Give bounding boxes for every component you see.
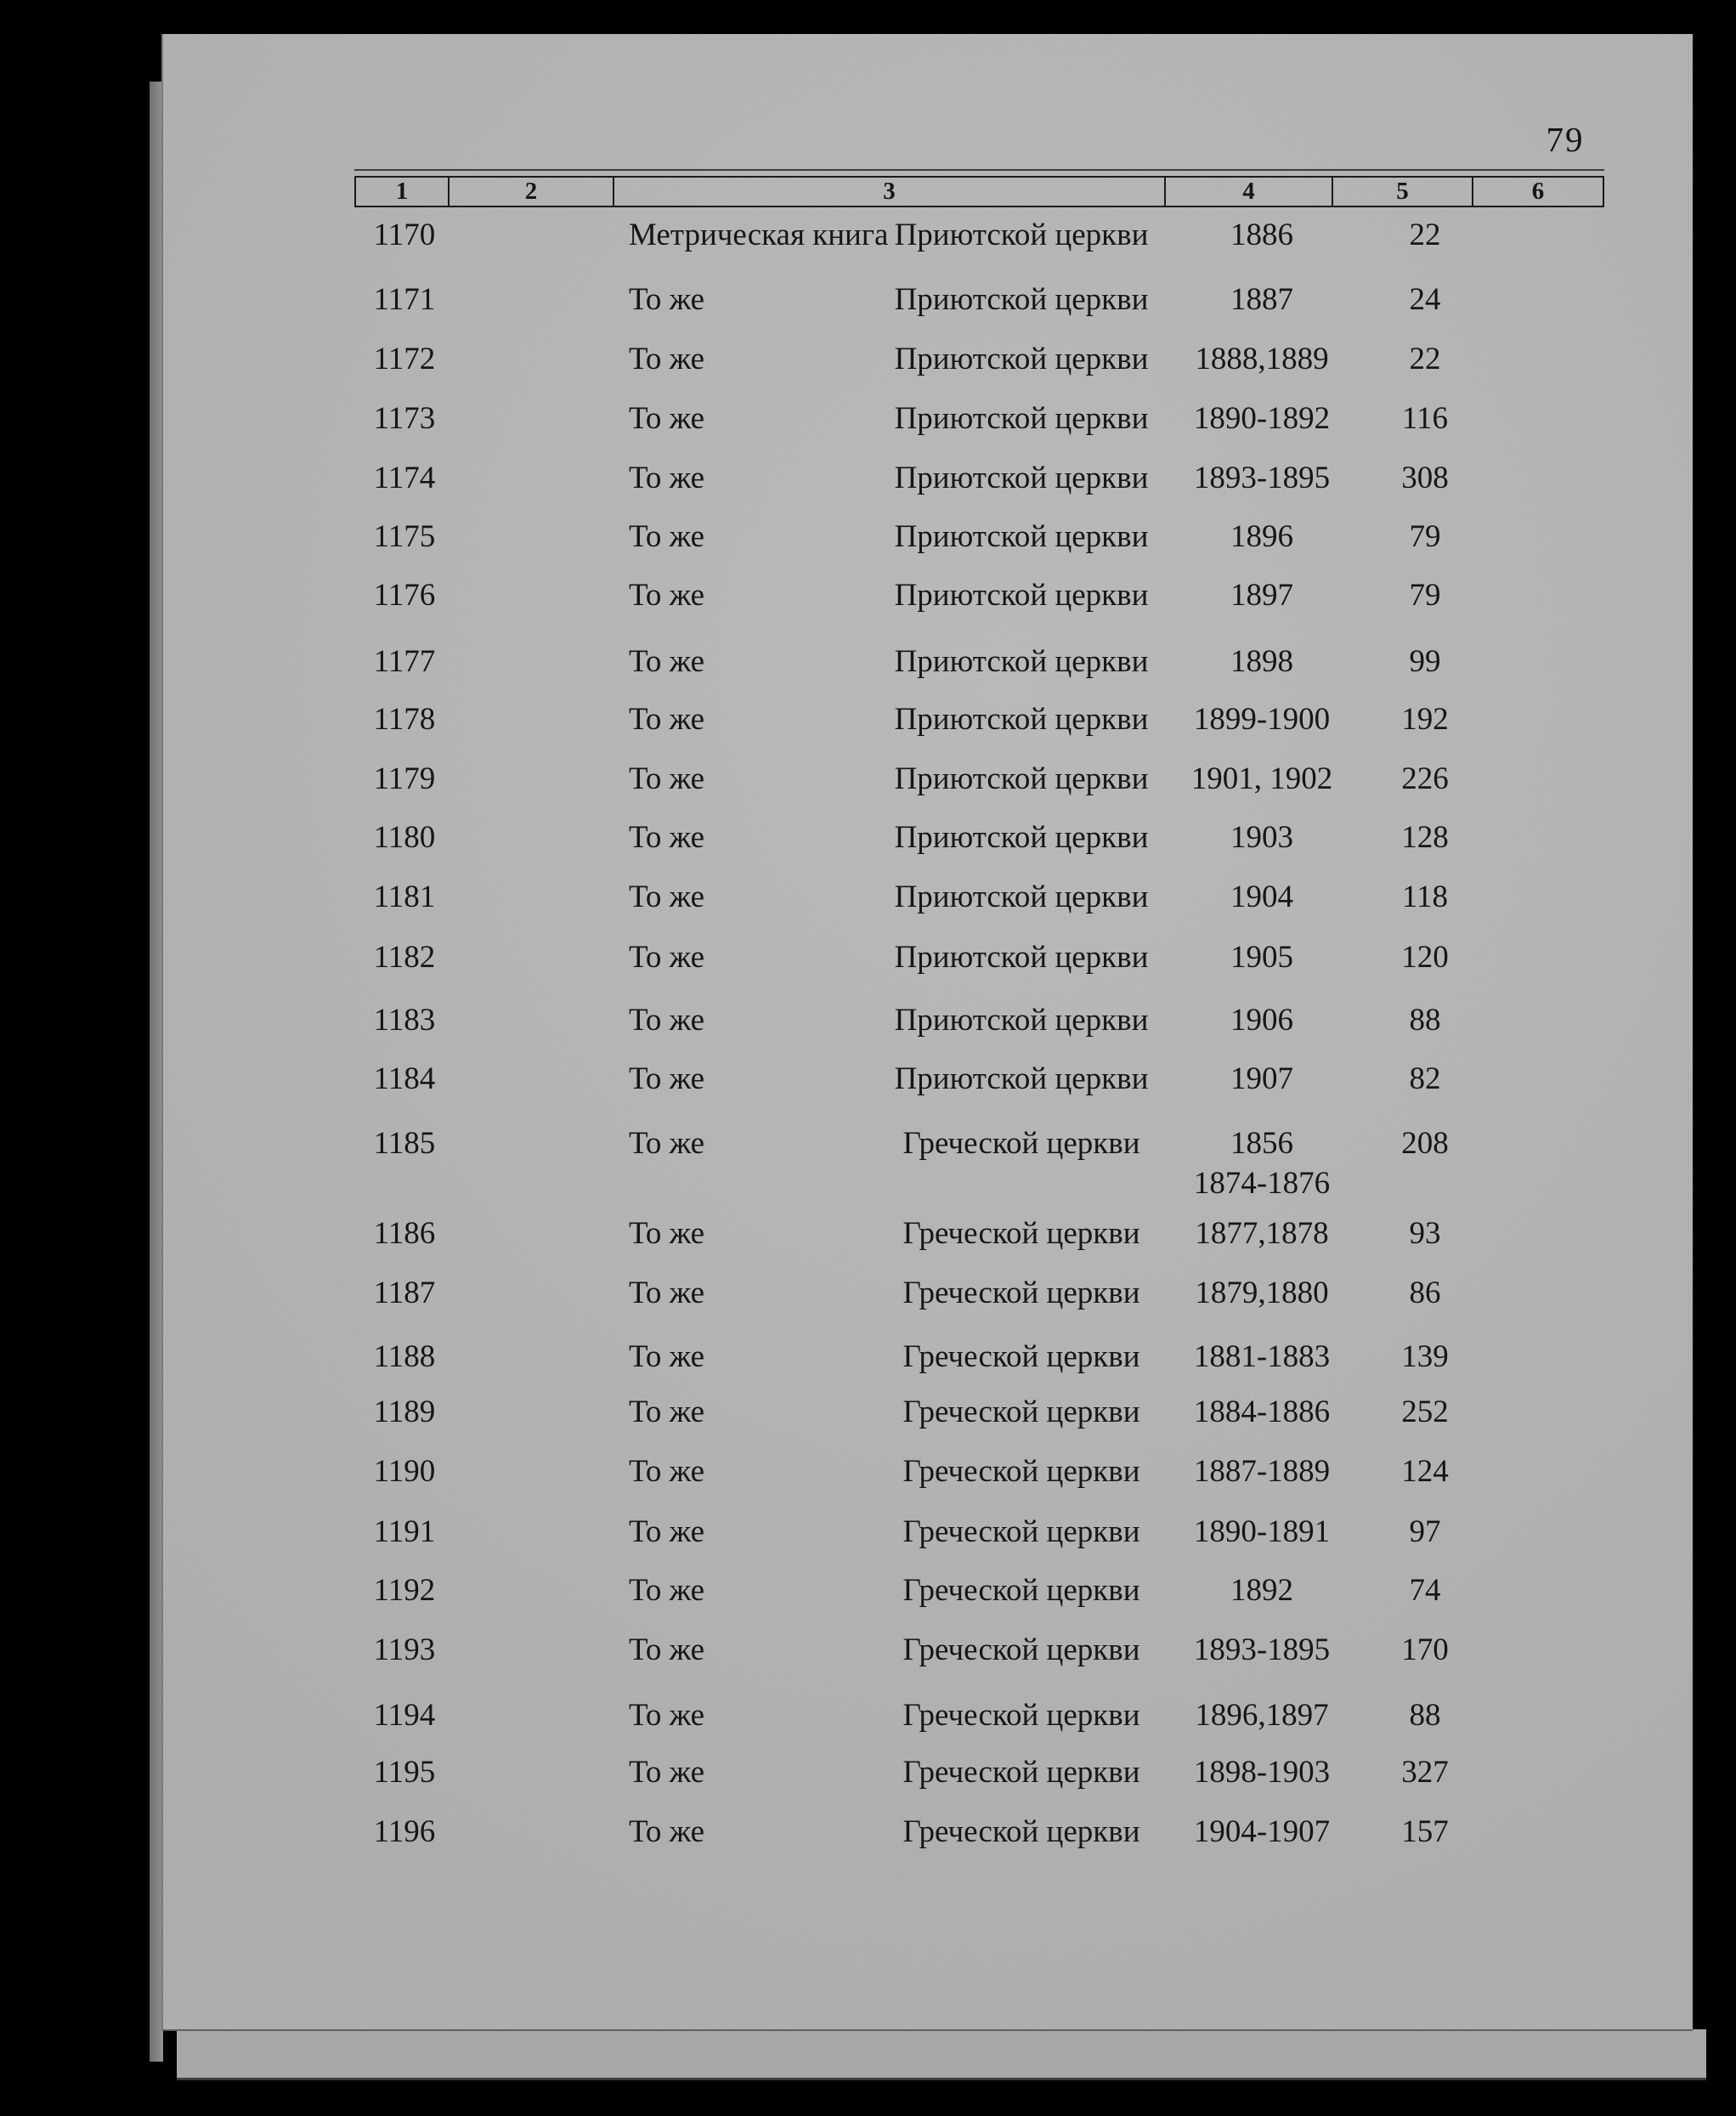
cell-item-number: 1173 — [373, 401, 436, 436]
cell-church-name: Приютской церкви — [894, 342, 1149, 376]
cell-sheet-count: 86 — [1409, 1276, 1441, 1310]
cell-record-title: То же — [629, 401, 705, 436]
cell-item-number: 1185 — [373, 1126, 436, 1161]
cell-item-number: 1176 — [373, 578, 436, 613]
cell-years: 1896,1897 — [1195, 1698, 1329, 1733]
cell-item-number: 1183 — [373, 1003, 436, 1038]
cell-church-name: Приютской церкви — [894, 519, 1149, 554]
cell-sheet-count: 22 — [1409, 218, 1441, 252]
cell-church-name: Приютской церкви — [894, 1003, 1149, 1038]
cell-record-title: То же — [629, 761, 705, 796]
cell-church-name: Приютской церкви — [894, 578, 1149, 613]
cell-years: 1884-1886 — [1193, 1395, 1331, 1429]
cell-item-number: 1171 — [373, 282, 436, 317]
cell-sheet-count: 226 — [1401, 761, 1449, 796]
cell-years: 1904-1907 — [1193, 1814, 1331, 1849]
cell-church-name: Приютской церкви — [894, 218, 1149, 252]
cell-record-title: То же — [629, 880, 705, 914]
cell-sheet-count: 24 — [1409, 282, 1441, 317]
underlying-page-edge-bottom — [177, 2029, 1706, 2080]
cell-years: 1879,1880 — [1195, 1276, 1329, 1310]
cell-sheet-count: 93 — [1409, 1216, 1441, 1251]
cell-record-title: То же — [629, 940, 705, 975]
table-row — [163, 399, 1693, 439]
cell-sheet-count: 139 — [1401, 1339, 1449, 1374]
cell-years: 1898 — [1230, 644, 1293, 679]
cell-sheet-count: 118 — [1401, 880, 1449, 914]
cell-record-title: То же — [629, 1126, 705, 1161]
cell-years: 1892 — [1230, 1573, 1293, 1608]
cell-item-number: 1174 — [373, 461, 436, 495]
cell-item-number: 1179 — [373, 761, 436, 796]
table-header-row — [354, 176, 1604, 207]
cell-years: 1887-1889 — [1193, 1454, 1331, 1489]
cell-record-title: То же — [629, 282, 705, 317]
cell-years: 1905 — [1230, 940, 1293, 975]
cell-record-title: То же — [629, 644, 705, 679]
table-row — [163, 1392, 1693, 1433]
cell-years: 1896 — [1230, 519, 1293, 554]
cell-church-name: Приютской церкви — [894, 644, 1149, 679]
cell-years: 1899-1900 — [1193, 702, 1331, 737]
table-row — [163, 1059, 1693, 1100]
cell-record-title: То же — [629, 1216, 705, 1251]
cell-sheet-count: 327 — [1401, 1755, 1449, 1790]
cell-church-name: Греческой церкви — [902, 1632, 1140, 1667]
document-page — [161, 34, 1693, 2031]
cell-church-name: Греческой церкви — [902, 1395, 1140, 1429]
cell-record-title: То же — [629, 1755, 705, 1790]
cell-record-title: То же — [629, 702, 705, 737]
cell-church-name: Приютской церкви — [894, 702, 1149, 737]
cell-church-name: Приютской церкви — [894, 1061, 1149, 1096]
cell-record-title: То же — [629, 1698, 705, 1733]
table-row — [163, 818, 1693, 858]
table-row — [163, 1123, 1693, 1201]
cell-years: 1893-1895 — [1193, 461, 1331, 495]
table-row — [163, 877, 1693, 918]
table-row — [163, 699, 1693, 740]
table-row — [163, 1337, 1693, 1378]
cell-record-title: То же — [629, 519, 705, 554]
cell-record-title: То же — [629, 820, 705, 855]
cell-record-title: То же — [629, 342, 705, 376]
column-header-2: 2 — [450, 178, 614, 206]
cell-sheet-count: 128 — [1401, 820, 1449, 855]
cell-sheet-count: 170 — [1401, 1632, 1449, 1667]
cell-years: 1897 — [1230, 578, 1293, 613]
cell-record-title: То же — [629, 1061, 705, 1096]
cell-item-number: 1181 — [373, 880, 436, 914]
column-header-6: 6 — [1531, 178, 1545, 205]
cell-years-line2: 1874-1876 — [1193, 1166, 1331, 1201]
table-top-rule — [354, 169, 1604, 171]
cell-record-title: То же — [629, 1454, 705, 1489]
cell-church-name: Греческой церкви — [902, 1339, 1140, 1374]
table-row — [163, 575, 1693, 616]
cell-church-name: Греческой церкви — [902, 1514, 1140, 1549]
cell-record-title: То же — [629, 1573, 705, 1608]
table-row — [163, 517, 1693, 557]
cell-sheet-count: 97 — [1409, 1514, 1441, 1549]
cell-church-name: Греческой церкви — [902, 1454, 1140, 1489]
cell-years-line1: 1856 — [1230, 1126, 1293, 1161]
column-header-1: 1 — [356, 178, 450, 206]
cell-years: 1893-1895 — [1193, 1632, 1331, 1667]
cell-years: 1887 — [1230, 282, 1293, 317]
cell-item-number: 1195 — [373, 1755, 436, 1790]
cell-record-title: То же — [629, 1632, 705, 1667]
cell-years: 1904 — [1230, 880, 1293, 914]
cell-sheet-count: 120 — [1401, 940, 1449, 975]
cell-item-number: 1188 — [373, 1339, 436, 1374]
table-row — [163, 1512, 1693, 1553]
table-row — [163, 1695, 1693, 1736]
table-row — [163, 215, 1693, 256]
cell-record-title: То же — [629, 578, 705, 613]
cell-item-number: 1194 — [373, 1698, 436, 1733]
table-row — [163, 458, 1693, 499]
cell-record-title: То же — [629, 1814, 705, 1849]
cell-church-name: Приютской церкви — [894, 282, 1149, 317]
cell-years: 1898-1903 — [1193, 1755, 1331, 1790]
cell-record-title: То же — [629, 461, 705, 495]
cell-sheet-count: 79 — [1409, 519, 1441, 554]
cell-record-title: То же — [629, 1003, 705, 1038]
table-row — [163, 1273, 1693, 1314]
cell-church-name: Греческой церкви — [902, 1216, 1140, 1251]
cell-item-number: 1186 — [373, 1216, 436, 1251]
table-row — [163, 1630, 1693, 1671]
cell-sheet-count: 124 — [1401, 1454, 1449, 1489]
cell-years — [1164, 1123, 1360, 1203]
cell-church-name: Греческой церкви — [902, 1276, 1140, 1310]
table-row — [163, 1000, 1693, 1041]
cell-item-number: 1184 — [373, 1061, 436, 1096]
cell-sheet-count: 74 — [1409, 1573, 1441, 1608]
cell-church-name: Приютской церкви — [894, 940, 1149, 975]
cell-church-name: Приютской церкви — [894, 401, 1149, 436]
column-header-4: 4 — [1166, 178, 1333, 206]
cell-years: 1881-1883 — [1193, 1339, 1331, 1374]
cell-church-name: Греческой церкви — [902, 1814, 1140, 1849]
table-row — [163, 1752, 1693, 1793]
table-row — [163, 1570, 1693, 1611]
cell-record-title: Метрическая книга — [629, 218, 889, 252]
cell-sheet-count: 88 — [1409, 1003, 1441, 1038]
cell-sheet-count: 79 — [1409, 578, 1441, 613]
cell-years: 1901, 1902 — [1190, 761, 1333, 796]
cell-item-number: 1187 — [373, 1276, 436, 1310]
table-row — [163, 1812, 1693, 1853]
table-row — [163, 1451, 1693, 1492]
cell-record-title: То же — [629, 1339, 705, 1374]
page-number: 79 — [1546, 120, 1585, 159]
cell-item-number: 1189 — [373, 1395, 436, 1429]
table-row — [163, 642, 1693, 682]
cell-years: 1890-1892 — [1193, 401, 1331, 436]
column-header-5: 5 — [1333, 178, 1473, 206]
cell-years: 1877,1878 — [1195, 1216, 1329, 1251]
cell-church-name: Греческой церкви — [902, 1126, 1140, 1161]
cell-years: 1886 — [1230, 218, 1293, 252]
cell-item-number: 1192 — [373, 1573, 436, 1608]
cell-years: 1890-1891 — [1193, 1514, 1331, 1549]
cell-item-number: 1190 — [373, 1454, 436, 1489]
cell-church-name: Греческой церкви — [902, 1698, 1140, 1733]
cell-item-number: 1170 — [373, 218, 436, 252]
cell-record-title: То же — [629, 1514, 705, 1549]
table-row — [163, 937, 1693, 978]
cell-sheet-count: 99 — [1409, 644, 1441, 679]
cell-sheet-count: 208 — [1401, 1126, 1449, 1161]
table-row — [163, 759, 1693, 800]
cell-sheet-count: 308 — [1401, 461, 1449, 495]
cell-item-number: 1196 — [373, 1814, 436, 1849]
cell-church-name: Приютской церкви — [894, 880, 1149, 914]
cell-item-number: 1180 — [373, 820, 436, 855]
cell-sheet-count: 192 — [1401, 702, 1449, 737]
cell-item-number: 1193 — [373, 1632, 436, 1667]
cell-years: 1903 — [1230, 820, 1293, 855]
cell-item-number: 1175 — [373, 519, 436, 554]
cell-item-number: 1178 — [373, 702, 436, 737]
cell-item-number: 1182 — [373, 940, 436, 975]
column-header-3: 3 — [614, 178, 1166, 206]
cell-church-name: Греческой церкви — [902, 1755, 1140, 1790]
cell-sheet-count: 252 — [1401, 1395, 1449, 1429]
cell-record-title: То же — [629, 1395, 705, 1429]
cell-years: 1906 — [1230, 1003, 1293, 1038]
cell-church-name: Греческой церкви — [902, 1573, 1140, 1608]
table-row — [163, 339, 1693, 380]
cell-item-number: 1172 — [373, 342, 436, 376]
cell-item-number: 1177 — [373, 644, 436, 679]
cell-sheet-count: 22 — [1409, 342, 1441, 376]
cell-years: 1888,1889 — [1195, 342, 1329, 376]
cell-years: 1907 — [1230, 1061, 1293, 1096]
cell-sheet-count: 82 — [1409, 1061, 1441, 1096]
cell-record-title: То же — [629, 1276, 705, 1310]
cell-church-name: Приютской церкви — [894, 461, 1149, 495]
cell-sheet-count: 157 — [1401, 1814, 1449, 1849]
table-row — [163, 280, 1693, 320]
cell-item-number: 1191 — [373, 1514, 436, 1549]
cell-church-name: Приютской церкви — [894, 761, 1149, 796]
table-row — [163, 1214, 1693, 1254]
cell-church-name: Приютской церкви — [894, 820, 1149, 855]
cell-sheet-count: 88 — [1409, 1698, 1441, 1733]
cell-sheet-count: 116 — [1401, 401, 1449, 436]
